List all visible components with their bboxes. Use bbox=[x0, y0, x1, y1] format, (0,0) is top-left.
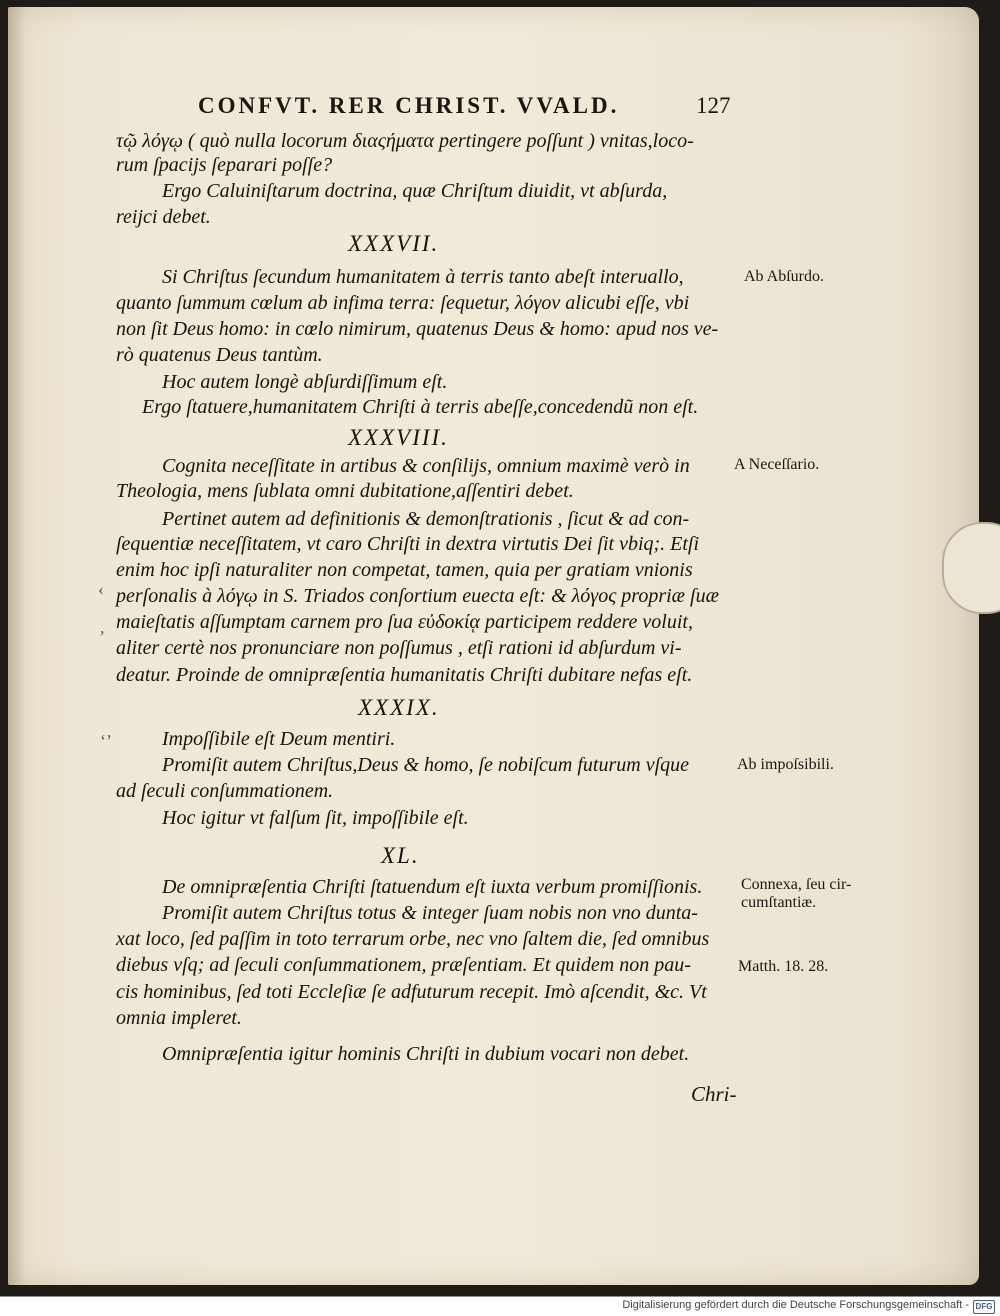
catchword: Chri- bbox=[691, 1082, 737, 1106]
running-head-title: CONFVT. RER CHRIST. VVALD. bbox=[198, 93, 620, 118]
body-line: Ergo Caluiniſtarum doctrina, quæ Chriſtum diuidit, vt abſurda, bbox=[162, 180, 668, 202]
body-line: Impoſſibile eſt Deum mentiri. bbox=[162, 728, 396, 750]
marginal-note: Ab Abſurdo. bbox=[744, 268, 824, 285]
body-line: ſequentiæ neceſſitatem, vt caro Chriſti in dextra virtutis Dei ſit vbiq;. Etſi bbox=[116, 533, 700, 555]
body-line: Omnipræſentia igitur hominis Chriſti in dubium vocari non debet. bbox=[162, 1043, 690, 1065]
body-line: deatur. Proinde de omnipræſentia humanitatis Chriſti dubitare nefas eſt. bbox=[116, 664, 693, 686]
section-heading-xxxix: XXXIX. bbox=[358, 695, 440, 720]
body-line: τῷ λόγῳ ( quò nulla locorum διαςήματα pertingere poſſunt ) vnitas,loco- bbox=[116, 130, 694, 152]
body-line: reijci debet. bbox=[116, 206, 211, 228]
body-line: Hoc igitur vt falſum ſit, impoſſibile eſt. bbox=[162, 807, 469, 829]
page-tab-icon bbox=[942, 522, 1000, 614]
margin-mark: ‹ bbox=[98, 579, 104, 599]
body-line: Cognita neceſſitate in artibus & conſilijs, omnium maximè verò in bbox=[162, 455, 690, 477]
marginal-note: A Neceſſario. bbox=[734, 456, 820, 473]
funding-notice: Digitalisierung gefördert durch die Deutsche Forschungsgemeinschaft - bbox=[622, 1299, 969, 1311]
section-heading-xxxvii: XXXVII. bbox=[348, 231, 440, 256]
body-line: quanto ſummum cœlum ab infima terra: ſequetur, λόγον alicubi eſſe, vbi bbox=[116, 292, 690, 314]
body-line: perſonalis à λόγῳ in S. Triados conſortium euecta eſt: & λόγος propriæ ſuæ bbox=[116, 585, 719, 607]
body-line: ad ſeculi conſummationem. bbox=[116, 780, 334, 802]
body-line: diebus vſq; ad ſeculi conſummationem, præſentiam. Et quidem non pau- bbox=[116, 954, 691, 976]
page-number: 127 bbox=[696, 93, 731, 118]
digitization-footer bbox=[0, 1296, 1000, 1316]
body-line: Hoc autem longè abſurdiſſimum eſt. bbox=[162, 371, 448, 393]
body-line: omnia impleret. bbox=[116, 1007, 242, 1029]
body-line: Pertinet autem ad definitionis & demonſtrationis , ſicut & ad con- bbox=[162, 508, 690, 530]
body-line: rum ſpacijs ſeparari poſſe? bbox=[116, 154, 333, 176]
dfg-logo: DFG bbox=[973, 1300, 995, 1314]
margin-mark: , bbox=[100, 617, 105, 637]
body-line: Si Chriſtus ſecundum humanitatem à terris tanto abeſt interuallo, bbox=[162, 266, 684, 288]
body-line: maieſtatis aſſumptam carnem pro ſua εὐδοκίᾳ participem reddere voluit, bbox=[116, 611, 693, 633]
body-line: De omnipræſentia Chriſti ſtatuendum eſt iuxta verbum promiſſionis. bbox=[162, 876, 703, 898]
body-line: Promiſit autem Chriſtus totus & integer ſuam nobis non vno dunta- bbox=[162, 902, 698, 924]
marginal-note: Ab impoſsibili. bbox=[737, 756, 834, 773]
body-line: cis hominibus, ſed toti Eccleſiæ ſe adfuturum recepit. Imò aſcendit, &c. Vt bbox=[116, 981, 707, 1003]
body-line: rò quatenus Deus tantùm. bbox=[116, 344, 323, 366]
margin-mark: ‘’ bbox=[100, 731, 112, 751]
marginal-note: Connexa, ſeu cir- bbox=[741, 876, 852, 893]
marginal-note: cumſtantiæ. bbox=[741, 894, 817, 911]
body-line: Promiſit autem Chriſtus,Deus & homo, ſe nobiſcum futurum vſque bbox=[162, 754, 690, 776]
body-line: non ſit Deus homo: in cœlo nimirum, quatenus Deus & homo: apud nos ve- bbox=[116, 318, 719, 340]
body-line: Ergo ſtatuere,humanitatem Chriſti à terris abeſſe,concedendũ non eſt. bbox=[142, 396, 699, 418]
body-line: xat loco, ſed paſſim in toto terrarum orbe, nec vno ſaltem die, ſed omnibus bbox=[116, 928, 710, 950]
body-line: enim hoc ipſi naturaliter non competat, tamen, quia per gratiam vnionis bbox=[116, 559, 693, 581]
body-line: aliter certè nos pronunciare non poſſumus , etſi rationi id abſurdum vi- bbox=[116, 637, 682, 659]
book-page bbox=[8, 7, 979, 1285]
body-line: Theologia, mens ſublata omni dubitatione,aſſentiri debet. bbox=[116, 480, 574, 502]
section-heading-xl: XL. bbox=[381, 843, 420, 868]
section-heading-xxxviii: XXXVIII. bbox=[348, 425, 449, 450]
marginal-note: Matth. 18. 28. bbox=[738, 958, 829, 975]
